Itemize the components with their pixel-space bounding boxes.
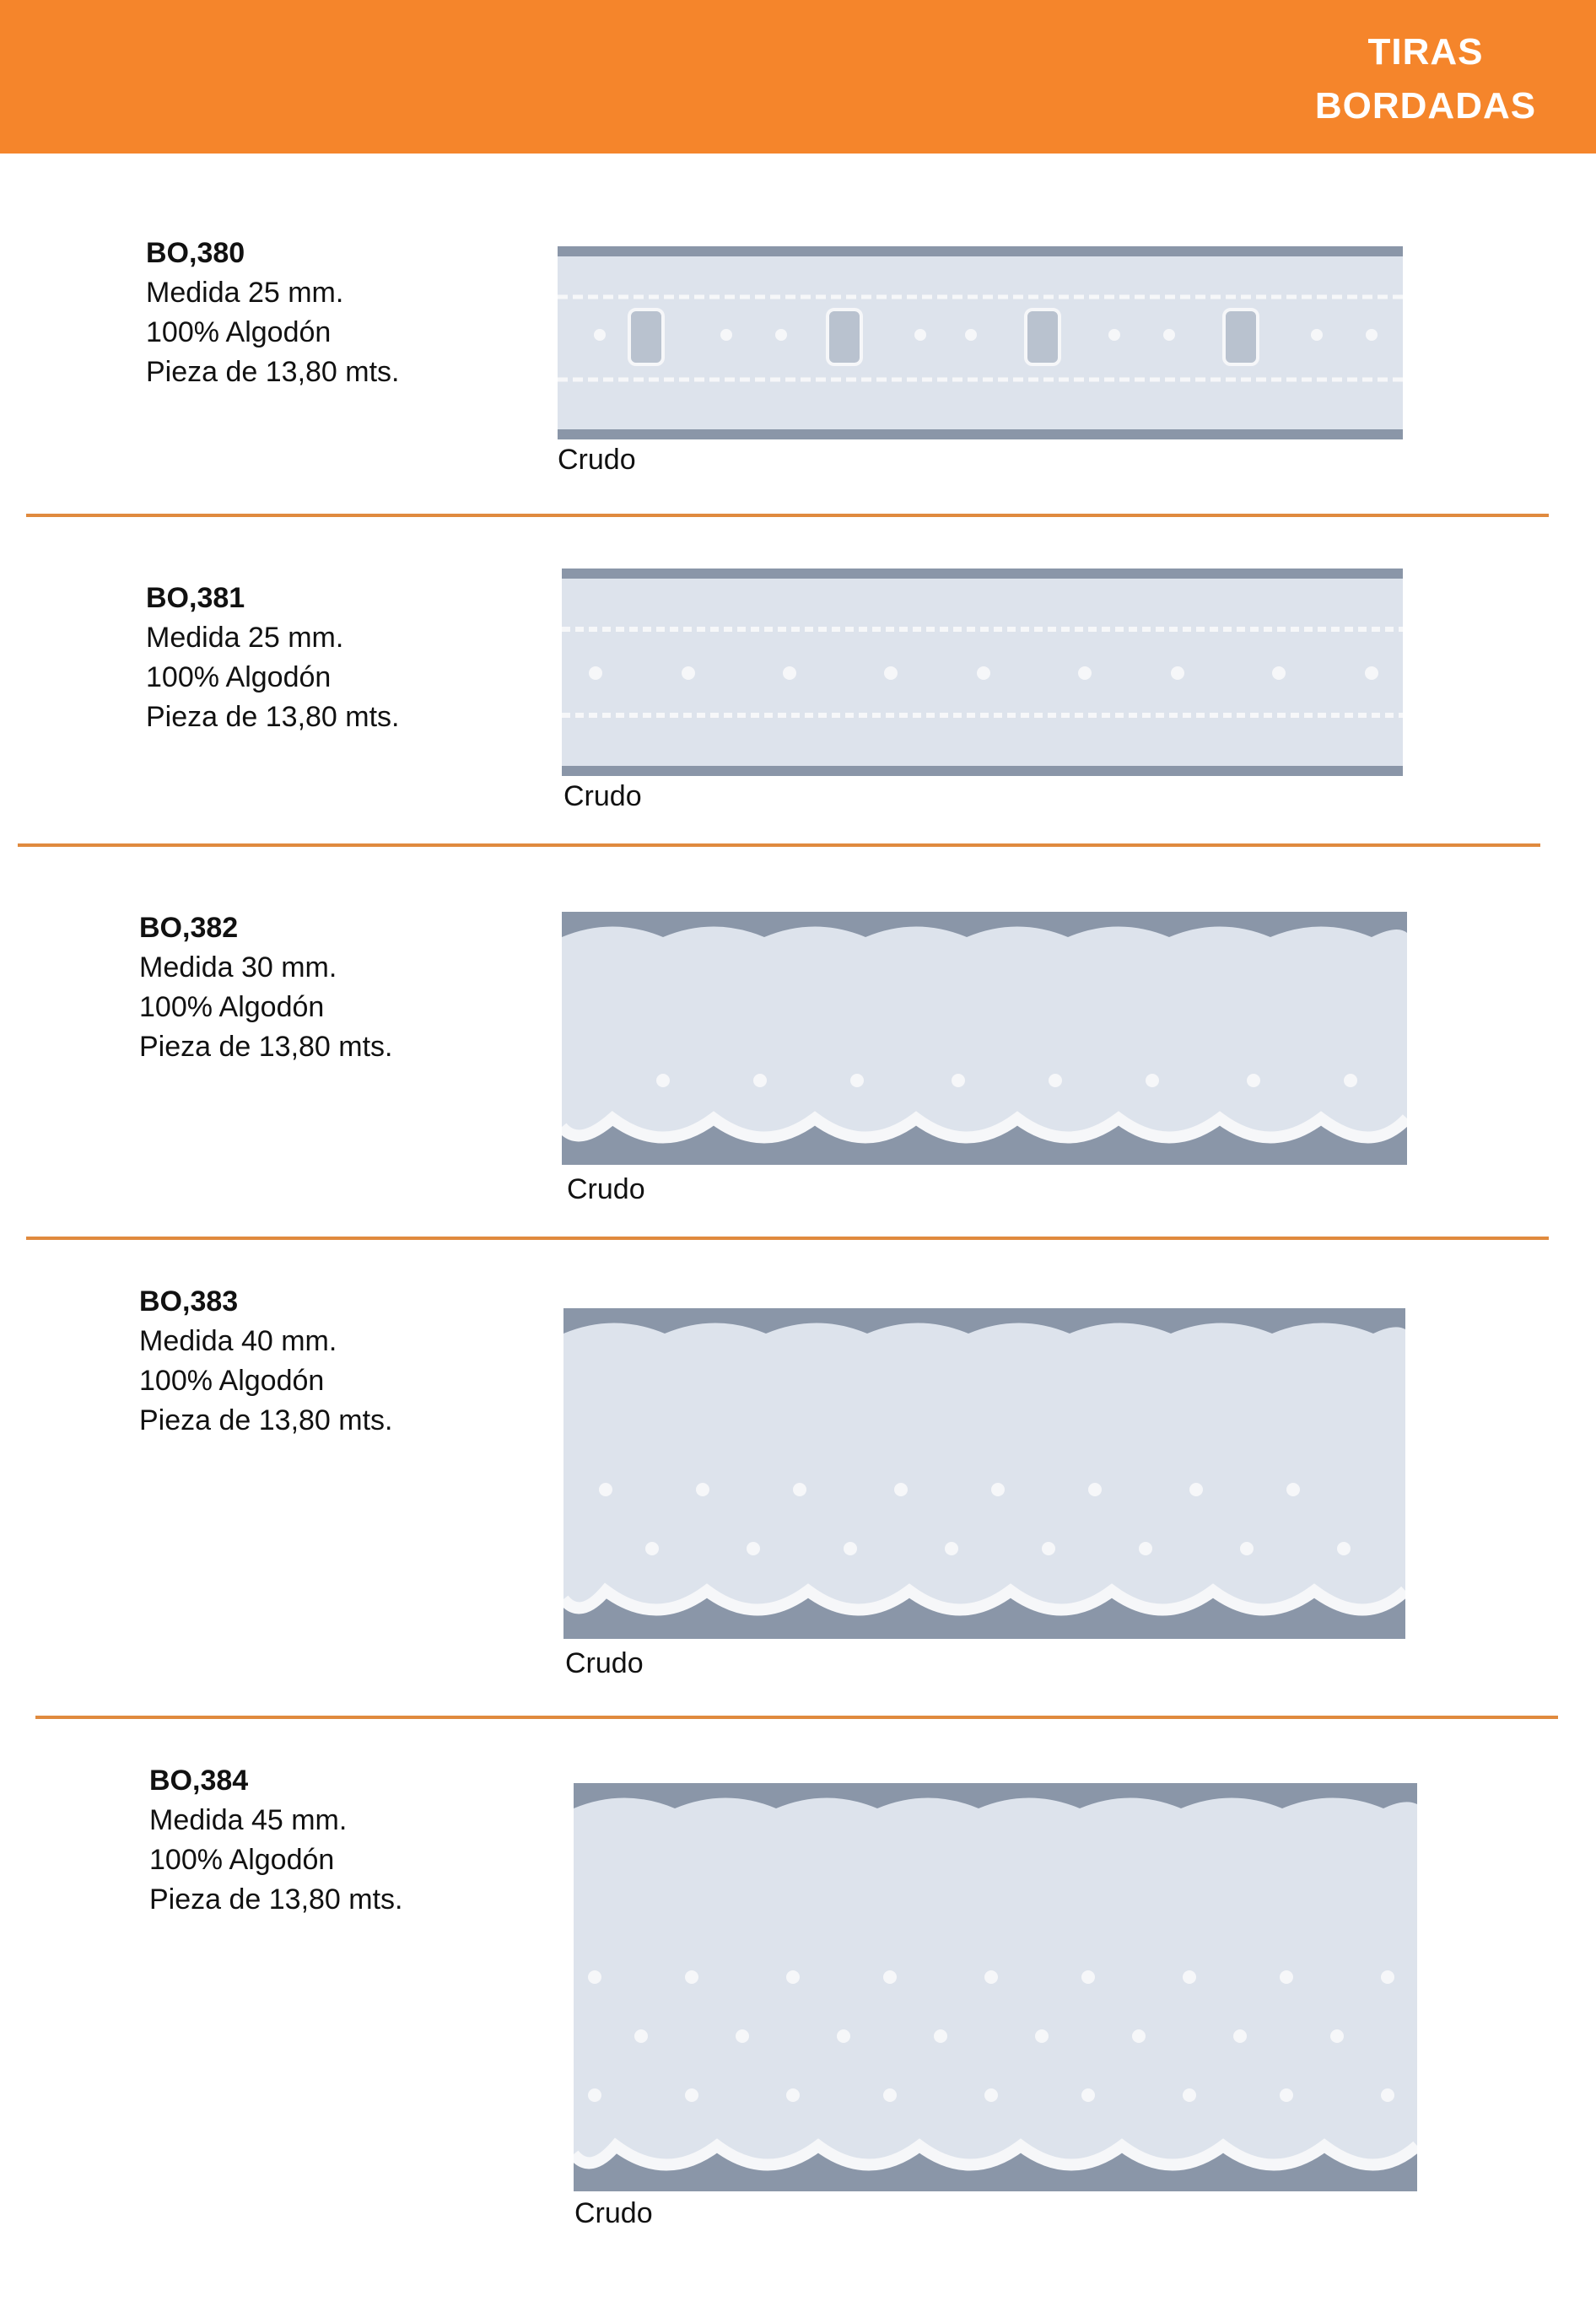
- product-info-bo382: [139, 908, 393, 1067]
- product-measure: Medida 30 mm.: [139, 951, 337, 983]
- title-line-1: TIRAS: [1367, 31, 1484, 73]
- color-label: Crudo: [565, 1647, 644, 1679]
- page-title: [1299, 25, 1552, 133]
- product-piece: Pieza de 13,80 mts.: [149, 1883, 403, 1916]
- product-piece: Pieza de 13,80 mts.: [139, 1404, 393, 1436]
- product-code: BO,384: [149, 1765, 249, 1797]
- product-composition: 100% Algodón: [139, 991, 325, 1023]
- lace-swatch-bo382: [562, 912, 1407, 1165]
- product-measure: Medida 25 mm.: [146, 622, 344, 654]
- ladder-eyelet-lace-icon: [558, 246, 1403, 439]
- product-piece: Pieza de 13,80 mts.: [146, 356, 400, 388]
- color-label: Crudo: [558, 444, 636, 476]
- product-info-bo383: [139, 1282, 393, 1441]
- product-composition: 100% Algodón: [139, 1365, 325, 1397]
- product-measure: Medida 25 mm.: [146, 277, 344, 309]
- product-piece: Pieza de 13,80 mts.: [146, 701, 400, 733]
- lace-swatch-bo380: [558, 246, 1403, 439]
- product-measure: Medida 40 mm.: [139, 1325, 337, 1357]
- lace-swatch-bo381: [562, 569, 1403, 776]
- lace-swatch-bo383: [563, 1308, 1405, 1639]
- product-info-bo381: [146, 579, 400, 737]
- divider: [35, 1716, 1558, 1719]
- divider: [26, 1237, 1549, 1240]
- product-code: BO,382: [139, 912, 239, 944]
- product-code: BO,381: [146, 582, 245, 614]
- product-composition: 100% Algodón: [146, 316, 332, 348]
- product-info-bo384: [149, 1761, 403, 1920]
- product-code: BO,380: [146, 237, 245, 269]
- scalloped-lace-three-rows-icon: [574, 1783, 1417, 2191]
- color-label: Crudo: [563, 780, 642, 812]
- color-label: Crudo: [567, 1173, 645, 1205]
- page-header: [0, 0, 1596, 154]
- product-info-bo380: [146, 234, 400, 392]
- product-measure: Medida 45 mm.: [149, 1804, 348, 1836]
- divider: [18, 843, 1540, 847]
- scalloped-lace-two-rows-icon: [563, 1308, 1405, 1639]
- dotted-lace-icon: [562, 569, 1403, 776]
- product-piece: Pieza de 13,80 mts.: [139, 1031, 393, 1063]
- scalloped-lace-icon: [562, 912, 1407, 1165]
- product-composition: 100% Algodón: [146, 661, 332, 693]
- color-label: Crudo: [574, 2197, 653, 2229]
- title-line-2: BORDADAS: [1314, 85, 1537, 127]
- lace-swatch-bo384: [574, 1783, 1417, 2191]
- product-composition: 100% Algodón: [149, 1844, 335, 1876]
- product-code: BO,383: [139, 1285, 239, 1318]
- divider: [26, 514, 1549, 517]
